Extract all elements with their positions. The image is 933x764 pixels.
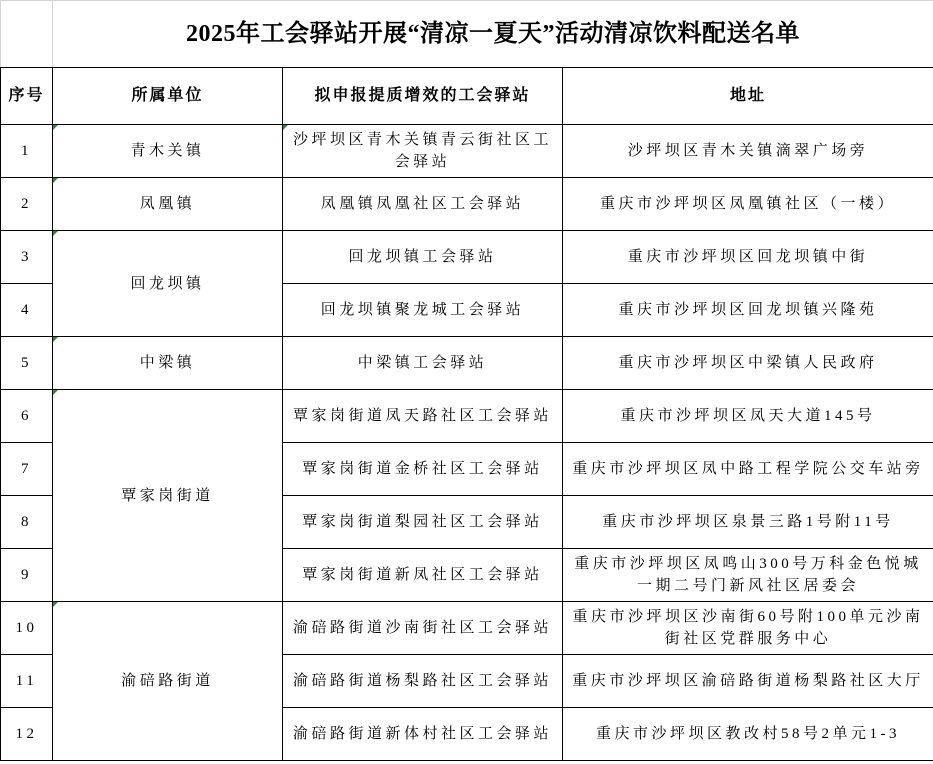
station-name: 覃家岗街道新凤社区工会驿站 xyxy=(302,567,543,583)
row-number: 8 xyxy=(21,514,32,530)
station-name: 沙坪坝区青木关镇青云街社区工会驿站 xyxy=(292,132,552,170)
station-cell[interactable] xyxy=(283,655,563,708)
error-indicator-mark xyxy=(53,337,58,342)
row-number: 9 xyxy=(21,567,32,583)
station-name: 中梁镇工会驿站 xyxy=(357,355,488,371)
address-text: 重庆市沙坪坝区回龙坝镇中街 xyxy=(627,249,869,265)
header-station: 拟申报提质增效的工会驿站 xyxy=(314,87,531,104)
table-row xyxy=(1,125,933,178)
table-row xyxy=(1,337,933,390)
title-row xyxy=(1,1,933,68)
station-cell[interactable] xyxy=(283,390,563,443)
unit-cell[interactable] xyxy=(53,125,283,178)
row-number-cell[interactable] xyxy=(1,125,53,178)
error-indicator-mark xyxy=(53,390,58,395)
header-address-cell[interactable] xyxy=(563,68,933,125)
station-name: 渝碚路街道杨梨路社区工会驿站 xyxy=(292,673,552,689)
station-name: 渝碚路街道沙南街社区工会驿站 xyxy=(292,620,552,636)
station-cell[interactable] xyxy=(283,125,563,178)
header-unit-cell[interactable] xyxy=(53,68,283,125)
row-number-cell[interactable] xyxy=(1,708,53,761)
header-station-cell[interactable] xyxy=(283,68,563,125)
row-number: 6 xyxy=(21,408,32,424)
error-indicator-mark xyxy=(53,231,58,236)
row-number: 4 xyxy=(21,302,32,318)
row-number: 7 xyxy=(21,461,32,477)
address-cell[interactable] xyxy=(563,337,933,390)
station-name: 回龙坝镇聚龙城工会驿站 xyxy=(320,302,525,318)
row-number-cell[interactable] xyxy=(1,284,53,337)
address-text: 重庆市沙坪坝区凤天大道145号 xyxy=(620,408,876,424)
station-cell[interactable] xyxy=(283,443,563,496)
address-text: 重庆市沙坪坝区渝碚路街道杨梨路社区大厅 xyxy=(572,673,924,689)
station-cell[interactable] xyxy=(283,602,563,655)
sheet-title-cell[interactable] xyxy=(53,1,933,68)
address-cell[interactable] xyxy=(563,231,933,284)
address-text: 重庆市沙坪坝区泉景三路1号附11号 xyxy=(602,514,894,530)
row-number: 11 xyxy=(15,673,38,689)
row-number: 12 xyxy=(15,726,38,742)
address-text: 重庆市沙坪坝区中梁镇人民政府 xyxy=(618,355,878,371)
unit-name: 中梁镇 xyxy=(139,355,196,371)
address-text: 沙坪坝区青木关镇滴翠广场旁 xyxy=(627,143,869,159)
address-text: 重庆市沙坪坝区沙南街60号附100单元沙南街社区党群服务中心 xyxy=(572,609,924,647)
address-cell[interactable] xyxy=(563,602,933,655)
address-text: 重庆市沙坪坝区凤凰镇社区（一楼） xyxy=(600,196,897,212)
error-indicator-mark xyxy=(53,178,58,183)
unit-cell[interactable] xyxy=(53,390,283,602)
row-number: 2 xyxy=(21,196,32,212)
table-row xyxy=(1,231,933,284)
row-number-cell[interactable] xyxy=(1,390,53,443)
row-number: 1 xyxy=(21,143,32,159)
station-cell[interactable] xyxy=(283,496,563,549)
unit-cell[interactable] xyxy=(53,602,283,761)
address-cell[interactable] xyxy=(563,390,933,443)
row-number: 5 xyxy=(21,355,32,371)
address-cell[interactable] xyxy=(563,125,933,178)
row-number-cell[interactable] xyxy=(1,178,53,231)
station-cell[interactable] xyxy=(283,231,563,284)
row-number-cell[interactable] xyxy=(1,655,53,708)
unit-name: 回龙坝镇 xyxy=(130,275,205,292)
error-indicator-mark xyxy=(53,125,58,130)
header-number-cell[interactable] xyxy=(1,68,53,125)
header-unit: 所属单位 xyxy=(131,87,204,104)
station-cell[interactable] xyxy=(283,337,563,390)
address-cell[interactable] xyxy=(563,708,933,761)
station-name: 渝碚路街道新体村社区工会驿站 xyxy=(292,726,552,742)
row-number-cell[interactable] xyxy=(1,549,53,602)
address-cell[interactable] xyxy=(563,496,933,549)
station-name: 回龙坝镇工会驿站 xyxy=(348,249,497,265)
address-text: 重庆市沙坪坝区凤中路工程学院公交车站旁 xyxy=(572,461,924,477)
unit-name: 渝碚路街道 xyxy=(121,673,214,689)
address-text: 重庆市沙坪坝区凤鸣山300号万科金色悦城一期二号门新风社区居委会 xyxy=(574,556,922,594)
row-number-cell[interactable] xyxy=(1,496,53,549)
row-number: 3 xyxy=(21,249,32,265)
address-cell[interactable] xyxy=(563,443,933,496)
station-name: 覃家岗街道梨园社区工会驿站 xyxy=(302,514,543,530)
header-address: 地址 xyxy=(730,87,767,104)
error-indicator-mark xyxy=(283,125,288,130)
unit-cell[interactable] xyxy=(53,231,283,337)
unit-cell[interactable] xyxy=(53,178,283,231)
station-cell[interactable] xyxy=(283,178,563,231)
station-cell[interactable] xyxy=(283,549,563,602)
table-row xyxy=(1,178,933,231)
row-number-cell[interactable] xyxy=(1,337,53,390)
address-cell[interactable] xyxy=(563,178,933,231)
row-number: 10 xyxy=(15,620,38,636)
table-row xyxy=(1,602,933,655)
station-cell[interactable] xyxy=(283,708,563,761)
address-cell[interactable] xyxy=(563,284,933,337)
station-name: 覃家岗街道凤天路社区工会驿站 xyxy=(292,408,552,424)
row-number-cell[interactable] xyxy=(1,602,53,655)
sheet-title: 2025年工会驿站开展“清凉一夏天”活动清凉饮料配送名单 xyxy=(186,21,800,47)
address-cell[interactable] xyxy=(563,549,933,602)
unit-name: 青木关镇 xyxy=(130,143,205,159)
row-number-cell[interactable] xyxy=(1,231,53,284)
station-cell[interactable] xyxy=(283,284,563,337)
table-row xyxy=(1,390,933,443)
title-row-blank-cell[interactable] xyxy=(1,1,53,68)
address-text: 重庆市沙坪坝区回龙坝镇兴隆苑 xyxy=(618,302,878,318)
station-name: 覃家岗街道金桥社区工会驿站 xyxy=(302,461,543,477)
unit-cell[interactable] xyxy=(53,337,283,390)
station-name: 凤凰镇凤凰社区工会驿站 xyxy=(320,196,525,212)
unit-name: 覃家岗街道 xyxy=(121,487,214,504)
address-text: 重庆市沙坪坝区教改村58号2单元1-3 xyxy=(596,726,900,742)
unit-name: 凤凰镇 xyxy=(139,196,196,212)
header-row xyxy=(1,68,933,125)
row-number-cell[interactable] xyxy=(1,443,53,496)
address-cell[interactable] xyxy=(563,655,933,708)
error-indicator-mark xyxy=(53,602,58,607)
header-number: 序号 xyxy=(8,87,45,104)
